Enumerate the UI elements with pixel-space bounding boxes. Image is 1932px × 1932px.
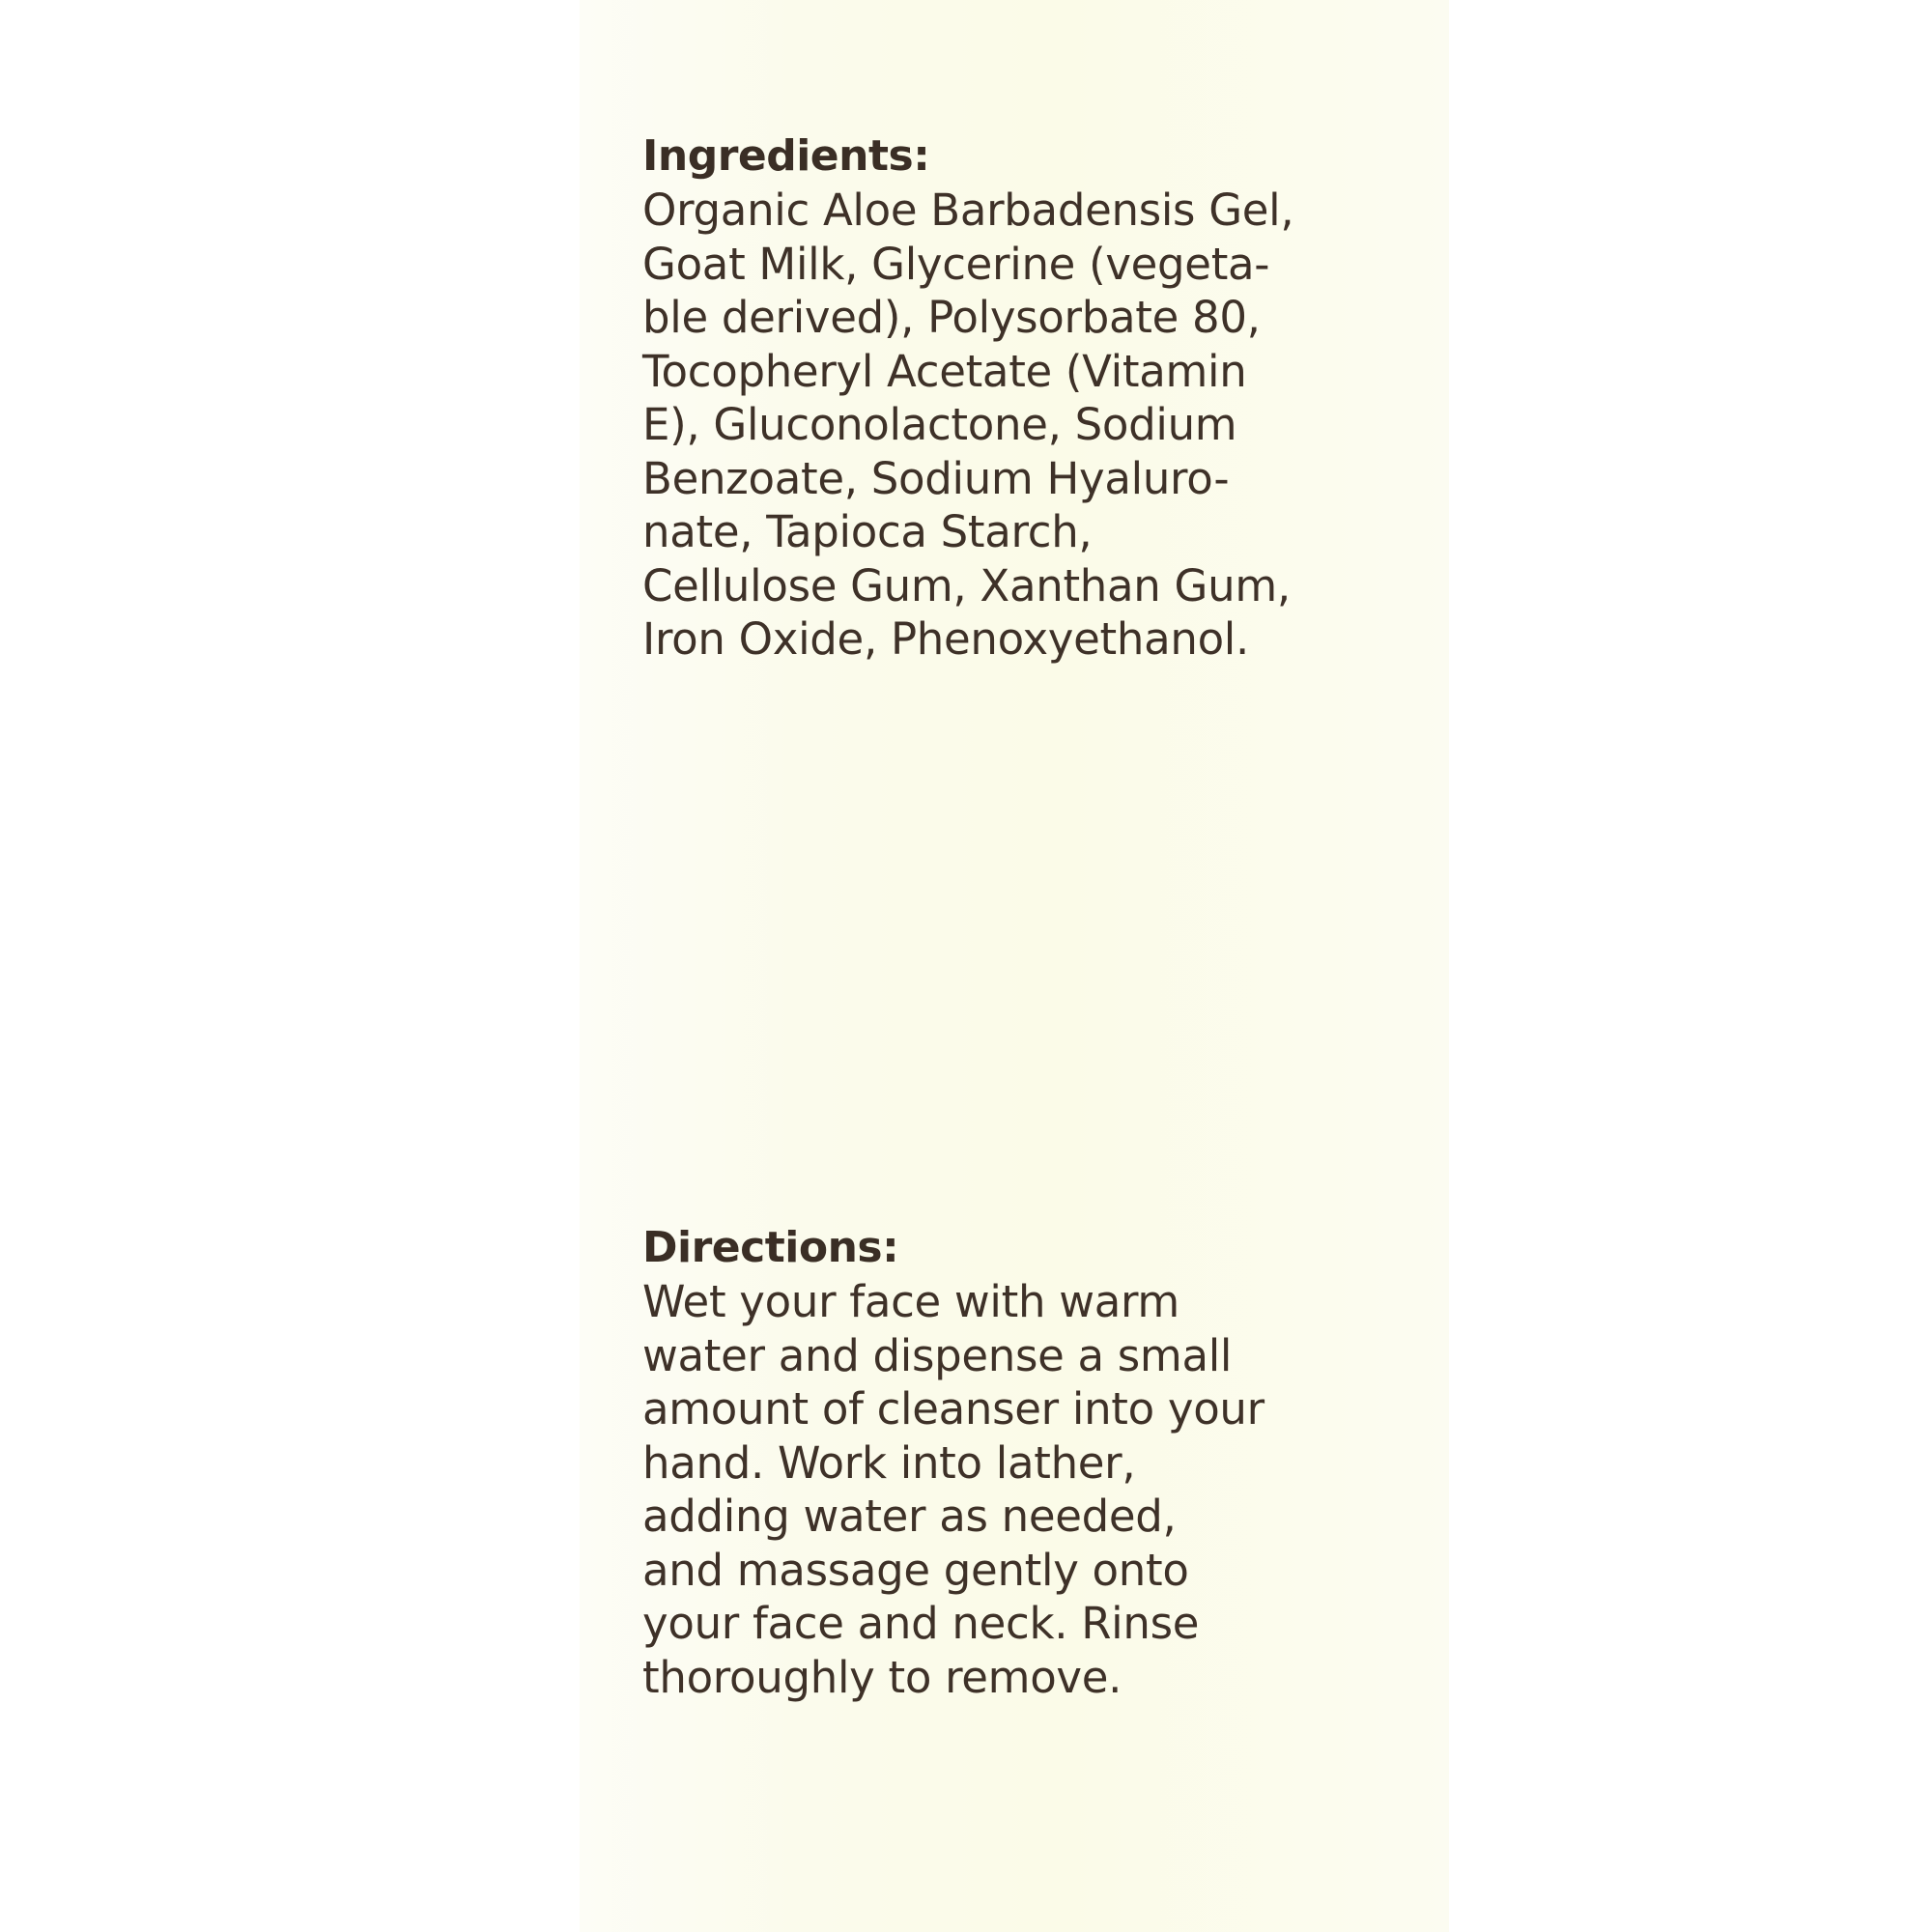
directions-line: adding water as needed,	[642, 1491, 1177, 1542]
directions-line: Wet your face with warm	[642, 1276, 1179, 1327]
directions-line: amount of cleanser into your	[642, 1383, 1264, 1435]
ingredients-heading: Ingredients:	[642, 131, 930, 181]
ingredients-line: E), Gluconolactone, Sodium	[642, 399, 1237, 450]
directions-line: your face and neck. Rinse	[642, 1598, 1200, 1649]
directions-line: and massage gently onto	[642, 1544, 1189, 1596]
directions-line: thoroughly to remove.	[642, 1651, 1122, 1703]
ingredients-line: Cellulose Gum, Xanthan Gum,	[642, 559, 1291, 611]
ingredients-line: nate, Tapioca Starch,	[642, 506, 1093, 557]
directions-section	[642, 1221, 1377, 1704]
ingredients-line: Iron Oxide, Phenoxyethanol.	[642, 613, 1250, 665]
ingredients-line: Tocopheryl Acetate (Vitamin	[642, 345, 1247, 397]
directions-heading: Directions:	[642, 1223, 899, 1272]
ingredients-line: Benzoate, Sodium Hyaluro-	[642, 452, 1230, 504]
ingredients-line: Goat Milk, Glycerine (vegeta-	[642, 238, 1270, 290]
directions-line: hand. Work into lather,	[642, 1436, 1136, 1489]
ingredients-line: Organic Aloe Barbadensis Gel,	[642, 185, 1294, 236]
directions-line: water and dispense a small	[642, 1329, 1233, 1381]
ingredients-line: ble derived), Polysorbate 80,	[642, 292, 1261, 343]
ingredients-section	[642, 129, 1377, 667]
